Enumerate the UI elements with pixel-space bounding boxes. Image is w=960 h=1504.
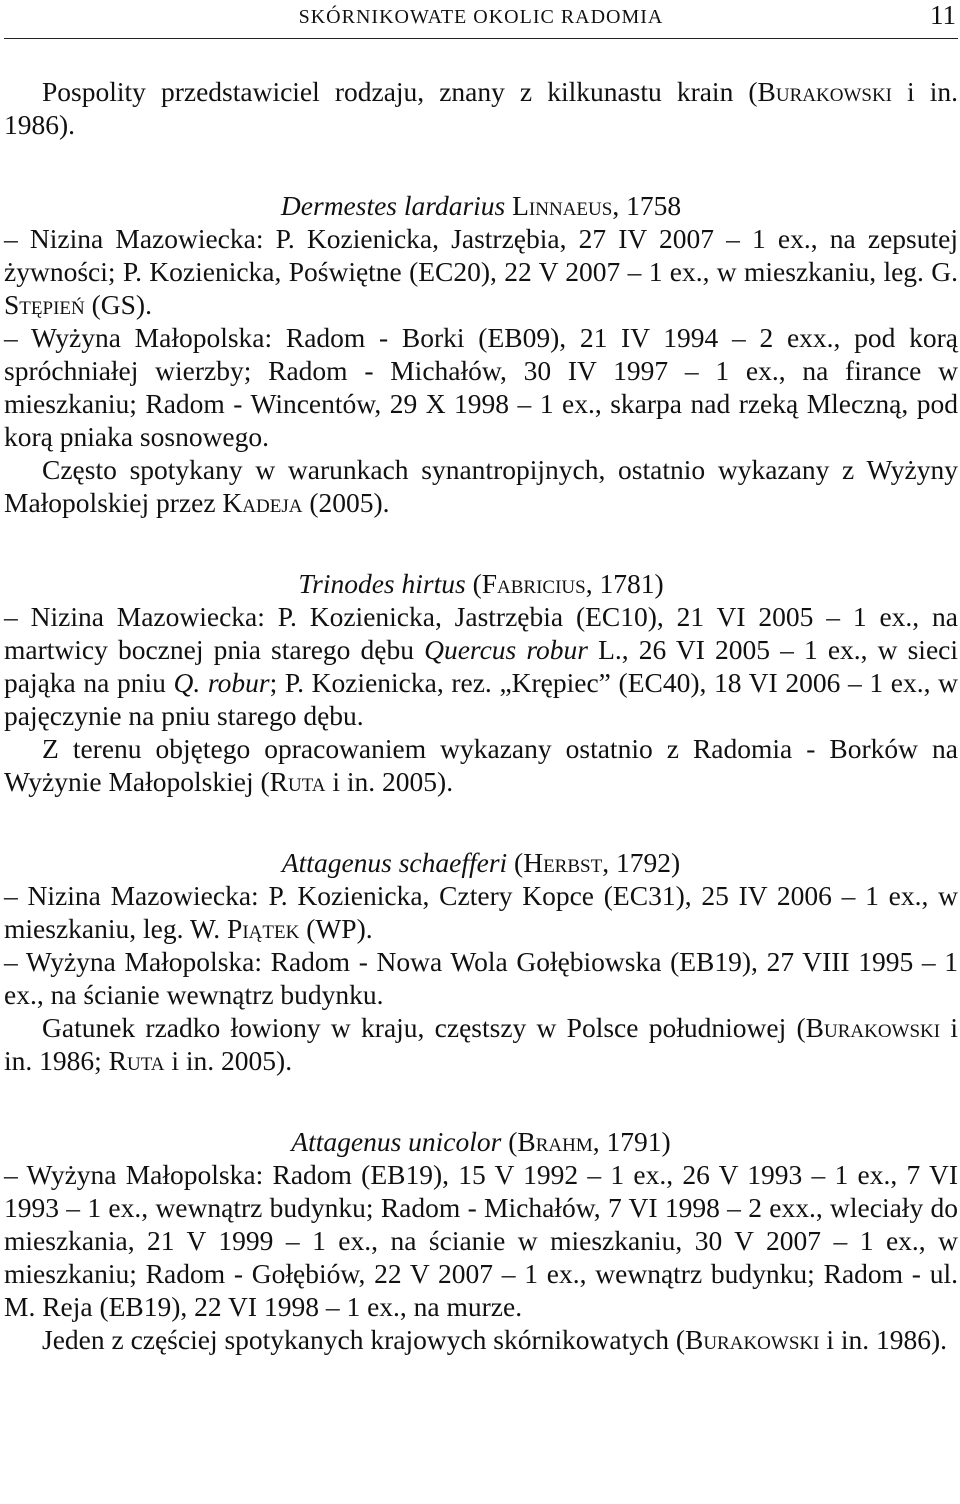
species-name: Attagenus schaefferi <box>281 847 508 878</box>
comment-paragraph: Często spotykany w warunkach synantropijnych, ostatnio wykazany z Wyżyny Małopolskiej przez Kadeja (2005). <box>4 454 958 518</box>
intro-paragraph: Pospolity przedstawiciel rodzaju, znany z kilkunastu krain (Burakowski i in. 1986). <box>4 76 959 140</box>
record-paragraph: – Nizina Mazowiecka: P. Kozienicka, Jastrzębia, 27 IV 2007 – 1 ex., na zepsutej żywności; P. Kozienicka, Poświętne (EC20), 22 V 2007 – 1 ex., w mieszkaniu, leg. G. Stępień (GS). <box>4 223 958 320</box>
running-header <box>4 0 958 39</box>
cited-author: Burakowski <box>684 1324 820 1355</box>
record-paragraph: – Wyżyna Małopolska: Radom (EB19), 15 V 1992 – 1 ex., 26 V 1993 – 1 ex., 7 VI 1993 – 1 ex., wewnątrz budynku; Radom - Michałów, 7 VI 1998 – 2 exx., wleciały do mieszkania, 21 V 1999 – 1 ex., na ścianie w mieszkaniu, 30 V 2007 – 1 ex., w mieszkaniu; Radom - Gołębiów, 22 V 2007 – 1 ex., wewnątrz budynku; Radom - ul. M. Reja (EB19), 22 VI 1998 – 1 ex., na murze. <box>4 1159 958 1322</box>
species-author: Linnaeus <box>512 190 613 221</box>
comment-paragraph: Z terenu objętego opracowaniem wykazany ostatnio z Radomia - Borków na Wyżynie Małopolskiej (Ruta i in. 2005). <box>4 733 958 797</box>
running-title: SKÓRNIKOWATE OKOLIC RADOMIA <box>298 6 664 28</box>
comment-paragraph: Gatunek rzadko łowiony w kraju, częstszy w Polsce południowej (Burakowski i in. 1986; Ruta i in. 2005). <box>4 1012 959 1076</box>
body-text <box>4 75 958 1356</box>
collector-name: Stępień <box>4 289 85 320</box>
species-author: Herbst <box>523 847 603 878</box>
species-name: Trinodes hirtus <box>298 568 466 599</box>
cited-author: Burakowski <box>757 76 892 107</box>
species-heading: Trinodes hirtus (Fabricius, 1781) <box>298 568 664 599</box>
species-heading: Attagenus unicolor (Brahm, 1791) <box>291 1126 671 1157</box>
page-number: 11 <box>930 0 956 30</box>
cited-author: Burakowski <box>805 1012 941 1043</box>
record-paragraph: – Wyżyna Małopolska: Radom - Nowa Wola Gołębiowska (EB19), 27 VIII 1995 – 1 ex., na ścianie wewnątrz budynku. <box>4 946 958 1010</box>
cited-author: Ruta <box>269 766 326 797</box>
cited-author: Kadeja <box>222 487 303 518</box>
cited-author: Ruta <box>108 1045 165 1076</box>
species-heading: Attagenus schaefferi (Herbst, 1792) <box>281 847 681 878</box>
species-name-inline: Q. robur <box>173 667 270 698</box>
comment-paragraph: Jeden z częściej spotykanych krajowych skórnikowatych (Burakowski i in. 1986). <box>42 1324 948 1355</box>
species-name: Attagenus unicolor <box>291 1126 502 1157</box>
species-heading: Dermestes lardarius Linnaeus, 1758 <box>280 190 682 221</box>
species-name: Dermestes lardarius <box>280 190 506 221</box>
record-paragraph: – Nizina Mazowiecka: P. Kozienicka, Cztery Kopce (EC31), 25 IV 2006 – 1 ex., w mieszkaniu, leg. W. Piątek (WP). <box>4 880 958 944</box>
record-paragraph: – Wyżyna Małopolska: Radom - Borki (EB09), 21 IV 1994 – 2 exx., pod korą spróchniałej wierzby; Radom - Michałów, 30 IV 1997 – 1 ex., na firance w mieszkaniu; Radom - Wincentów, 29 X 1998 – 1 ex., skarpa nad rzeką Mleczną, pod korą pniaka sosnowego. <box>4 322 958 452</box>
species-name-inline: Quercus robur <box>424 634 589 665</box>
record-paragraph: – Nizina Mazowiecka: P. Kozienicka, Jastrzębia (EC10), 21 VI 2005 – 1 ex., na martwicy bocznej pnia starego dębu Quercus robur L., 26 VI 2005 – 1 ex., w sieci pająka na pniu Q. robur; P. Kozienicka, rez. „Krępiec” (EC40), 18 VI 2006 – 1 ex., w pajęczynie na pniu starego dębu. <box>4 601 959 731</box>
collector-name: Piątek <box>227 913 300 944</box>
species-author: Brahm <box>517 1126 593 1157</box>
species-author: Fabricius <box>481 568 586 599</box>
